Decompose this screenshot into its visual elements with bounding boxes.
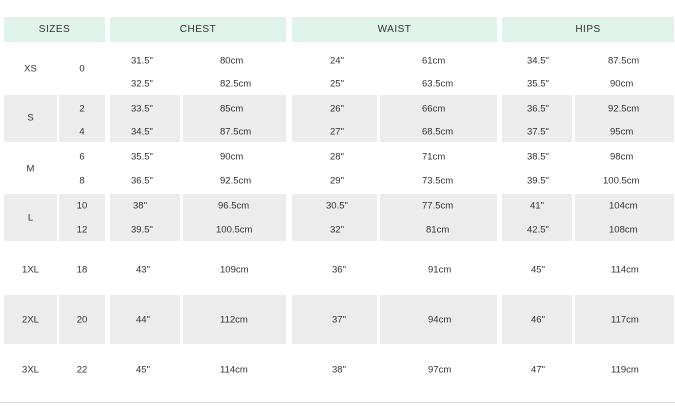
waist-cm: 91cm: [428, 264, 452, 276]
chest-inches: 44": [136, 314, 150, 326]
hips-cm: 114cm: [611, 264, 639, 276]
size-number: 12: [76, 224, 88, 236]
bottom-divider: [0, 402, 675, 403]
size-number: 0: [79, 63, 85, 75]
hips-cm: 117cm: [611, 314, 639, 326]
header-sizes: SIZES: [4, 17, 105, 42]
waist-cm: 68.5cm: [422, 126, 454, 138]
chest-inches: 43": [136, 264, 150, 276]
size-label-s: S: [27, 112, 34, 124]
hips-cm: 100.5cm: [603, 175, 640, 187]
hips-cm: 119cm: [611, 364, 639, 376]
chest-cm: 100.5cm: [216, 224, 253, 236]
hips-inches: 45": [531, 264, 545, 276]
size-label-l: L: [27, 212, 34, 224]
chest-cm: 85cm: [220, 103, 244, 115]
waist-inches: 27": [330, 126, 344, 138]
hips-inches: 39.5": [527, 175, 549, 187]
chest-cm: 87.5cm: [220, 126, 252, 138]
waist-cm: 66cm: [422, 103, 446, 115]
chest-inches: 34.5": [131, 126, 153, 138]
chest-cm: 82.5cm: [220, 78, 252, 90]
chest-cm: 92.5cm: [220, 175, 252, 187]
header-waist: WAIST: [292, 17, 497, 42]
size-label-m: M: [26, 163, 35, 175]
size-label-1xl: 1XL: [22, 264, 39, 276]
waist-inches: 28": [330, 151, 344, 163]
size-number: 10: [76, 200, 88, 212]
hips-cm: 104cm: [609, 200, 638, 212]
size-number: 2: [79, 103, 85, 115]
hips-cm: 90cm: [610, 78, 634, 90]
chest-inches: 39.5": [131, 224, 153, 236]
hips-cm: 95cm: [610, 126, 634, 138]
chest-cm: 80cm: [220, 55, 244, 67]
hips-cm: 108cm: [609, 224, 638, 236]
size-label-2xl: 2XL: [22, 314, 39, 326]
size-number: 6: [79, 151, 85, 163]
hips-inches: 38.5": [527, 151, 549, 163]
hips-inches: 41": [530, 200, 544, 212]
waist-cm: 73.5cm: [422, 175, 454, 187]
hips-inches: 42.5": [527, 224, 549, 236]
waist-inches: 37": [332, 314, 346, 326]
waist-inches: 36": [332, 264, 346, 276]
waist-inches: 24": [330, 55, 344, 67]
size-number: 8: [79, 175, 85, 187]
chest-inches: 36.5": [131, 175, 153, 187]
chest-inches: 32.5": [131, 78, 153, 90]
hips-cm: 87.5cm: [608, 55, 640, 67]
hips-inches: 35.5": [527, 78, 549, 90]
size-number: 20: [76, 314, 88, 326]
waist-cm: 61cm: [422, 55, 446, 67]
chest-cm: 90cm: [220, 151, 244, 163]
chest-cm: 109cm: [220, 264, 249, 276]
waist-inches: 25": [330, 78, 344, 90]
chest-cm: 114cm: [220, 364, 248, 376]
waist-inches: 32": [330, 224, 344, 236]
waist-cm: 94cm: [428, 314, 452, 326]
waist-cm: 63.5cm: [422, 78, 454, 90]
header-hips: HIPS: [502, 17, 674, 42]
chest-cm: 96.5cm: [218, 200, 250, 212]
size-label-3xl: 3XL: [22, 364, 39, 376]
hips-inches: 37.5": [527, 126, 549, 138]
waist-cm: 97cm: [428, 364, 452, 376]
chest-cm: 112cm: [220, 314, 248, 326]
chest-inches: 31.5": [131, 55, 153, 67]
waist-cm: 77.5cm: [422, 200, 454, 212]
waist-inches: 30.5": [326, 200, 348, 212]
hips-inches: 34.5": [527, 55, 549, 67]
size-number: 22: [76, 364, 88, 376]
header-chest: CHEST: [110, 17, 286, 42]
waist-inches: 29": [330, 175, 344, 187]
size-number: 4: [79, 126, 85, 138]
chest-inches: 45": [136, 364, 150, 376]
hips-cm: 92.5cm: [608, 103, 640, 115]
waist-inches: 38": [332, 364, 346, 376]
waist-cm: 71cm: [422, 151, 446, 163]
chest-inches: 35.5": [131, 151, 153, 163]
chest-inches: 33.5": [131, 103, 153, 115]
hips-cm: 98cm: [610, 151, 634, 163]
chest-inches: 38": [133, 200, 147, 212]
hips-inches: 47": [531, 364, 545, 376]
waist-inches: 26": [330, 103, 344, 115]
waist-cm: 81cm: [426, 224, 450, 236]
size-number: 18: [76, 264, 88, 276]
hips-inches: 36.5": [527, 103, 549, 115]
hips-inches: 46": [531, 314, 545, 326]
size-label-xs: XS: [24, 63, 37, 75]
